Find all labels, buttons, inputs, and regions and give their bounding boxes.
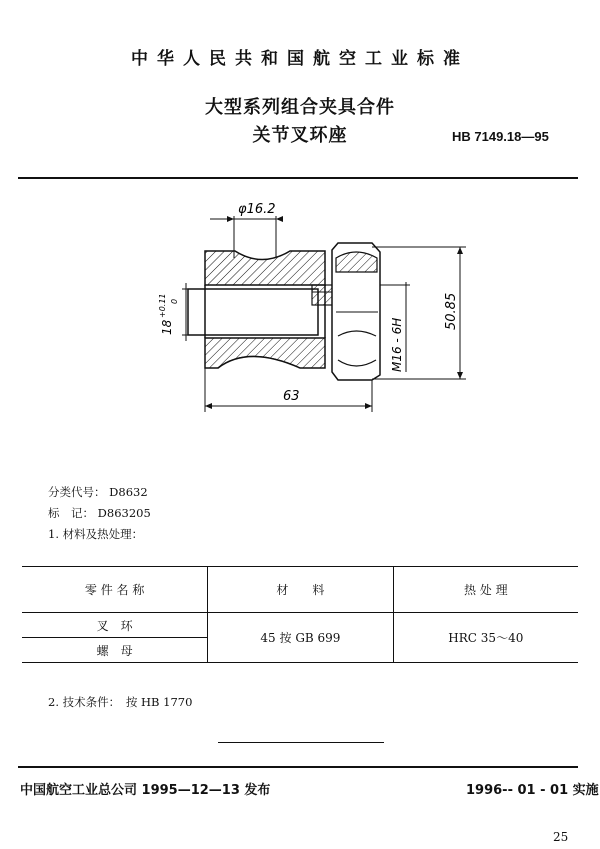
height-dimension <box>372 247 466 379</box>
material-table <box>22 566 578 663</box>
document-title-line2: 关节叉环座 <box>252 125 348 146</box>
header-heat-treatment: 热 处 理 <box>464 583 508 597</box>
bore <box>188 289 318 335</box>
thread-dimension <box>380 282 410 372</box>
heat-treatment-value: HRC 35～40 <box>393 613 578 663</box>
bore-tol-lower: 0 <box>170 298 179 304</box>
standard-number: HB 7149.18—95 <box>452 129 549 144</box>
fork-ring-lower-section <box>205 338 325 368</box>
publish-date: 中国航空工业总公司 1995—12—13 发布 <box>20 783 271 798</box>
bore-label: 18 <box>160 319 174 335</box>
document-title-line1: 大型系列组合夹具合件 <box>205 97 395 118</box>
header-material: 材 料 <box>208 567 393 613</box>
section-technical-conditions: 2. 技术条件： 按 HB 1770 <box>48 695 193 709</box>
material-value: 45 按 GB 699 <box>208 613 393 663</box>
part-nut: 螺 母 <box>22 638 208 663</box>
mark-code: 标 记： D863205 <box>48 506 151 520</box>
header-part-name: 零 件 名 称 <box>22 567 208 613</box>
page-number: 25 <box>553 830 569 844</box>
thread-label: M16 - 6H <box>390 317 404 372</box>
part-fork-ring: 叉 环 <box>22 613 208 638</box>
nut <box>332 243 380 380</box>
diameter-dimension <box>210 202 283 258</box>
end-mark-rule <box>218 742 384 743</box>
table-row <box>22 613 578 638</box>
effective-date: 1996-- 01 - 01 实施 <box>466 783 599 798</box>
standard-organization-title: 中华人民共和国航空工业标准 <box>131 49 469 69</box>
length-label: 63 <box>283 389 300 404</box>
bore-tol-upper: +0.11 <box>158 293 167 318</box>
table-header-row <box>22 567 578 613</box>
height-label: 50.85 <box>444 292 459 330</box>
class-code: 分类代号： D8632 <box>48 485 148 499</box>
diameter-label: φ16.2 <box>238 202 276 217</box>
section-materials-heading: 1. 材料及热处理： <box>48 527 144 541</box>
fork-ring-upper-section <box>205 251 325 285</box>
footer-rule <box>18 766 578 768</box>
